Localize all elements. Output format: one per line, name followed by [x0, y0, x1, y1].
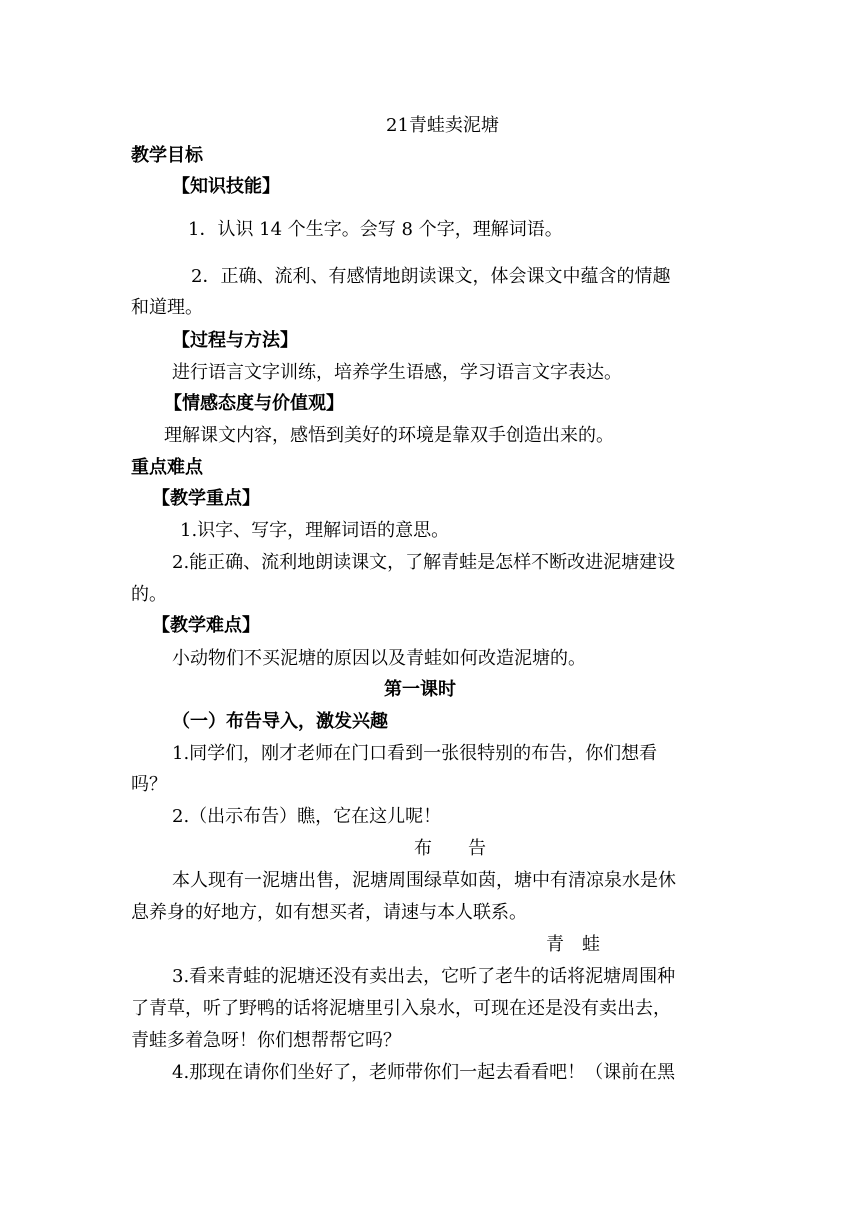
lesson-paragraph-3-line2: 了青草，听了野鸭的话将泥塘里引入泉水，可现在还是没有卖出去， [131, 998, 671, 1019]
focus-item-1: 1.识字、写字，理解词语的意思。 [180, 520, 450, 541]
knowledge-item-1: 1．认识 14 个生字。会写 8 个字，理解词语。 [188, 219, 563, 240]
lesson-paragraph-1-line2: 吗？ [131, 774, 167, 795]
notice-signature: 青 蛙 [546, 934, 600, 955]
notice-text-line2: 息养身的好地方，如有想买者，请速与本人联系。 [131, 902, 527, 923]
knowledge-item-2-line1: 2．正确、流利、有感情地朗读课文，体会课文中蕴含的情趣 [191, 266, 671, 287]
emotion-values-heading: 【情感态度与价值观】 [164, 393, 344, 414]
section-intro-heading: （一）布告导入，激发兴趣 [172, 711, 388, 732]
teaching-goals-heading: 教学目标 [131, 145, 203, 166]
page-title: 21青蛙卖泥塘 [386, 115, 499, 136]
difficulty-text: 小动物们不买泥塘的原因以及青蛙如何改造泥塘的。 [172, 648, 586, 669]
lesson-paragraph-2: 2.（出示布告）瞧，它在这儿呢！ [172, 806, 442, 827]
lesson-paragraph-3-line1: 3.看来青蛙的泥塘还没有卖出去，它听了老牛的话将泥塘周围种 [172, 966, 676, 987]
lesson-paragraph-3-line3: 青蛙多着急呀！你们想帮帮它吗？ [131, 1030, 401, 1051]
lesson-paragraph-4: 4.那现在请你们坐好了，老师带你们一起去看看吧！（课前在黑 [172, 1062, 676, 1083]
notice-text-line1: 本人现有一泥塘出售，泥塘周围绿草如茵，塘中有清凉泉水是休 [172, 870, 676, 891]
teaching-difficulty-heading: 【教学难点】 [152, 615, 260, 636]
process-method-heading: 【过程与方法】 [172, 330, 298, 351]
knowledge-item-2-line2: 和道理。 [131, 297, 203, 318]
knowledge-skills-heading: 【知识技能】 [172, 176, 280, 197]
key-points-heading: 重点难点 [131, 457, 203, 478]
emotion-values-text: 理解课文内容，感悟到美好的环境是靠双手创造出来的。 [164, 425, 614, 446]
notice-title: 布 告 [414, 838, 486, 859]
teaching-focus-heading: 【教学重点】 [152, 488, 260, 509]
first-lesson-heading: 第一课时 [384, 679, 456, 700]
focus-item-2-line2: 的。 [131, 584, 167, 605]
focus-item-2-line1: 2.能正确、流利地朗读课文，了解青蛙是怎样不断改进泥塘建设 [172, 552, 676, 573]
lesson-paragraph-1-line1: 1.同学们，刚才老师在门口看到一张很特别的布告，你们想看 [172, 743, 658, 764]
process-method-text: 进行语言文字训练，培养学生语感，学习语言文字表达。 [172, 362, 622, 383]
